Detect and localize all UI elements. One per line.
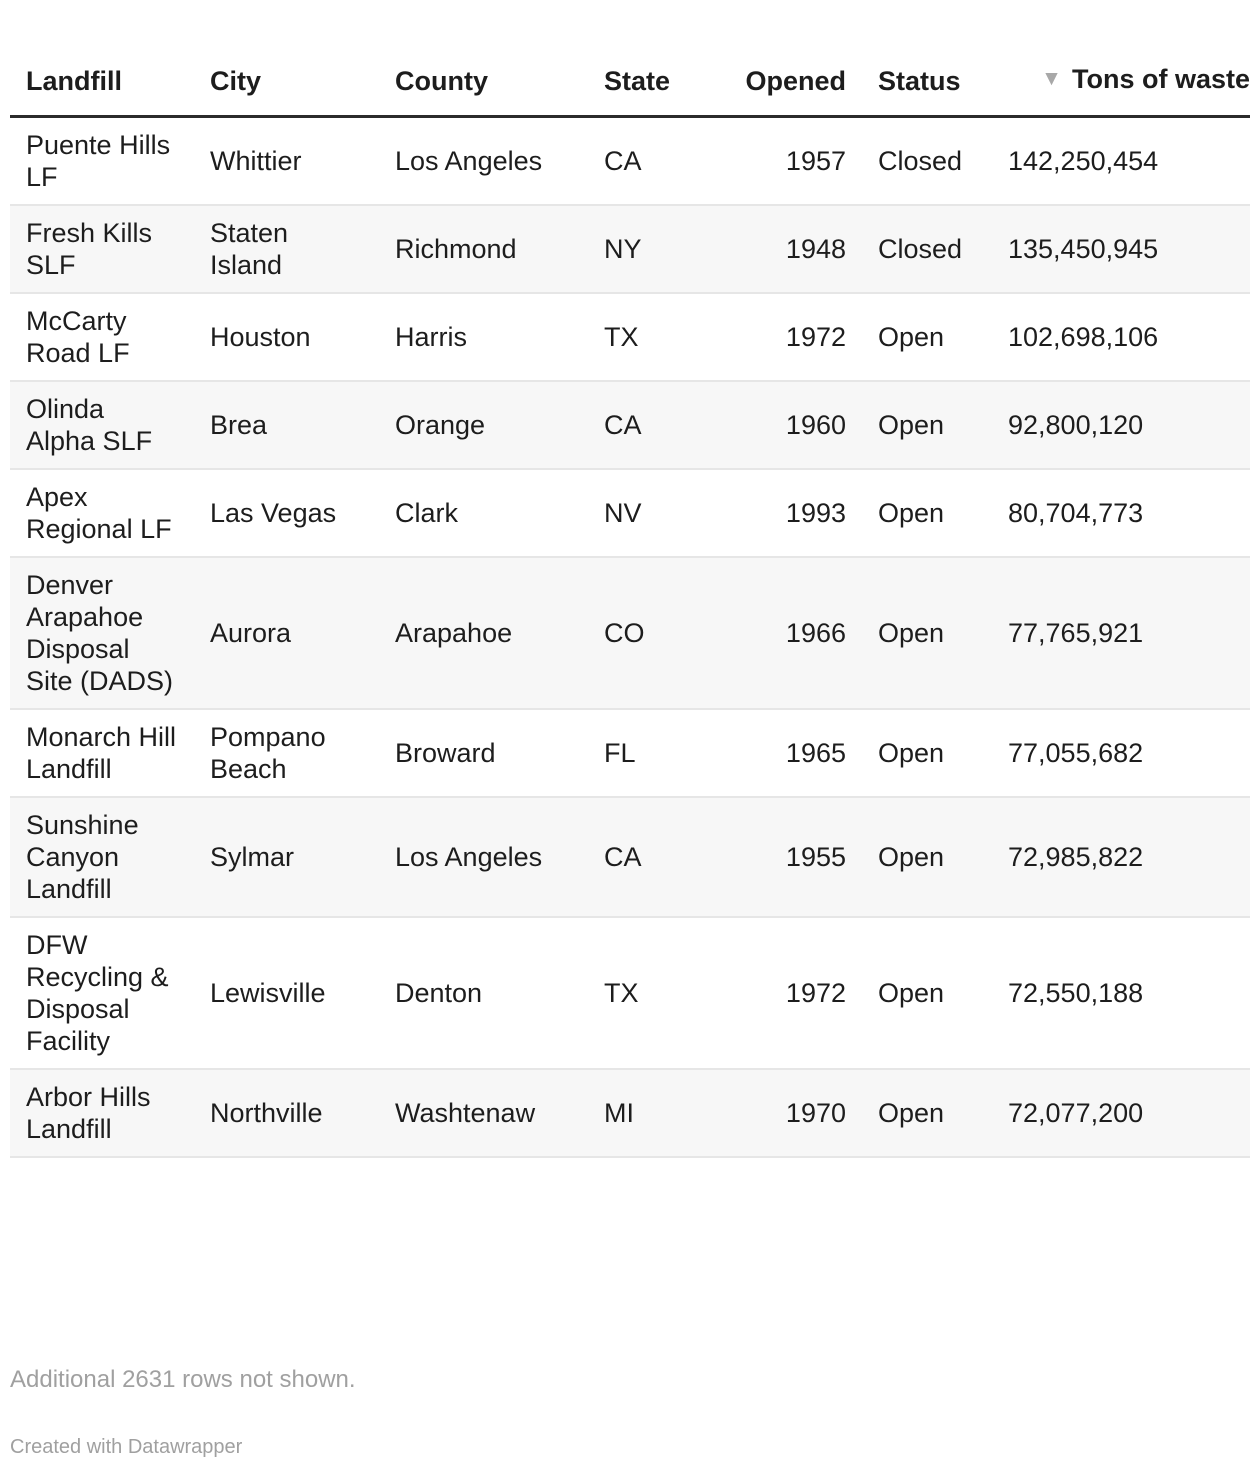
cell-county: Denton (379, 917, 588, 1069)
cell-tons: 92,800,120 (1006, 381, 1250, 469)
cell-status: Open (862, 709, 1006, 797)
cell-state: TX (588, 917, 708, 1069)
cell-opened: 1965 (708, 709, 862, 797)
cell-opened: 1972 (708, 917, 862, 1069)
cell-state: MI (588, 1069, 708, 1157)
table-notes: Additional 2631 rows not shown. (10, 1366, 356, 1393)
cell-tons: 72,550,188 (1006, 917, 1250, 1069)
cell-landfill: DFW Recycling & Disposal Facility (10, 917, 194, 1069)
cell-status: Open (862, 557, 1006, 709)
table-row (10, 293, 1250, 381)
column-header-tons[interactable] (1006, 0, 1250, 116)
table-body (10, 116, 1250, 1157)
cell-opened: 1957 (708, 116, 862, 205)
table-row (10, 797, 1250, 917)
cell-city: Pompano Beach (194, 709, 379, 797)
cell-state: TX (588, 293, 708, 381)
cell-landfill: Arbor Hills Landfill (10, 1069, 194, 1157)
cell-state: CA (588, 381, 708, 469)
column-header-status[interactable]: Status (862, 0, 1006, 116)
cell-state: CA (588, 116, 708, 205)
column-header-landfill[interactable]: Landfill (10, 0, 194, 116)
cell-city: Sylmar (194, 797, 379, 917)
cell-landfill: Denver Arapahoe Disposal Site (DADS) (10, 557, 194, 709)
cell-county: Los Angeles (379, 116, 588, 205)
landfill-table (10, 0, 1250, 1158)
table-row (10, 917, 1250, 1069)
sort-descending-icon: ▼ (1041, 66, 1062, 90)
cell-tons: 102,698,106 (1006, 293, 1250, 381)
table-row (10, 1069, 1250, 1157)
column-header-state[interactable]: State (588, 0, 708, 116)
cell-city: Houston (194, 293, 379, 381)
cell-status: Open (862, 797, 1006, 917)
cell-city: Lewisville (194, 917, 379, 1069)
cell-opened: 1960 (708, 381, 862, 469)
cell-county: Orange (379, 381, 588, 469)
cell-tons: 72,985,822 (1006, 797, 1250, 917)
cell-landfill: Olinda Alpha SLF (10, 381, 194, 469)
cell-state: FL (588, 709, 708, 797)
credit-link[interactable]: Created with Datawrapper (10, 1436, 243, 1458)
cell-county: Broward (379, 709, 588, 797)
cell-county: Richmond (379, 205, 588, 293)
cell-tons: 135,450,945 (1006, 205, 1250, 293)
cell-status: Closed (862, 205, 1006, 293)
cell-opened: 1955 (708, 797, 862, 917)
cell-landfill: Fresh Kills SLF (10, 205, 194, 293)
table-row (10, 381, 1250, 469)
cell-tons: 72,077,200 (1006, 1069, 1250, 1157)
cell-opened: 1972 (708, 293, 862, 381)
cell-tons: 77,765,921 (1006, 557, 1250, 709)
cell-county: Washtenaw (379, 1069, 588, 1157)
cell-status: Open (862, 381, 1006, 469)
cell-county: Arapahoe (379, 557, 588, 709)
cell-county: Harris (379, 293, 588, 381)
table-row (10, 469, 1250, 557)
cell-state: CO (588, 557, 708, 709)
cell-city: Staten Island (194, 205, 379, 293)
cell-county: Los Angeles (379, 797, 588, 917)
cell-city: Northville (194, 1069, 379, 1157)
cell-status: Closed (862, 116, 1006, 205)
cell-opened: 1966 (708, 557, 862, 709)
cell-city: Aurora (194, 557, 379, 709)
table-row (10, 116, 1250, 205)
cell-tons: 80,704,773 (1006, 469, 1250, 557)
cell-city: Las Vegas (194, 469, 379, 557)
data-table-container (10, 0, 1250, 1158)
cell-state: NY (588, 205, 708, 293)
table-row (10, 557, 1250, 709)
cell-landfill: Monarch Hill Landfill (10, 709, 194, 797)
cell-landfill: Sunshine Canyon Landfill (10, 797, 194, 917)
cell-opened: 1948 (708, 205, 862, 293)
cell-city: Whittier (194, 116, 379, 205)
cell-opened: 1970 (708, 1069, 862, 1157)
cell-tons: 77,055,682 (1006, 709, 1250, 797)
cell-landfill: Apex Regional LF (10, 469, 194, 557)
column-header-tons-label: Tons of waste (1071, 63, 1250, 94)
column-header-county[interactable]: County (379, 0, 588, 116)
cell-landfill: Puente Hills LF (10, 116, 194, 205)
cell-city: Brea (194, 381, 379, 469)
cell-status: Open (862, 917, 1006, 1069)
cell-status: Open (862, 469, 1006, 557)
table-header-row (10, 0, 1250, 116)
cell-landfill: McCarty Road LF (10, 293, 194, 381)
table-row (10, 205, 1250, 293)
cell-state: NV (588, 469, 708, 557)
cell-opened: 1993 (708, 469, 862, 557)
cell-status: Open (862, 293, 1006, 381)
column-header-city[interactable]: City (194, 0, 379, 116)
cell-county: Clark (379, 469, 588, 557)
cell-status: Open (862, 1069, 1006, 1157)
cell-state: CA (588, 797, 708, 917)
table-row (10, 709, 1250, 797)
column-header-opened[interactable]: Opened (708, 0, 862, 116)
cell-tons: 142,250,454 (1006, 116, 1250, 205)
